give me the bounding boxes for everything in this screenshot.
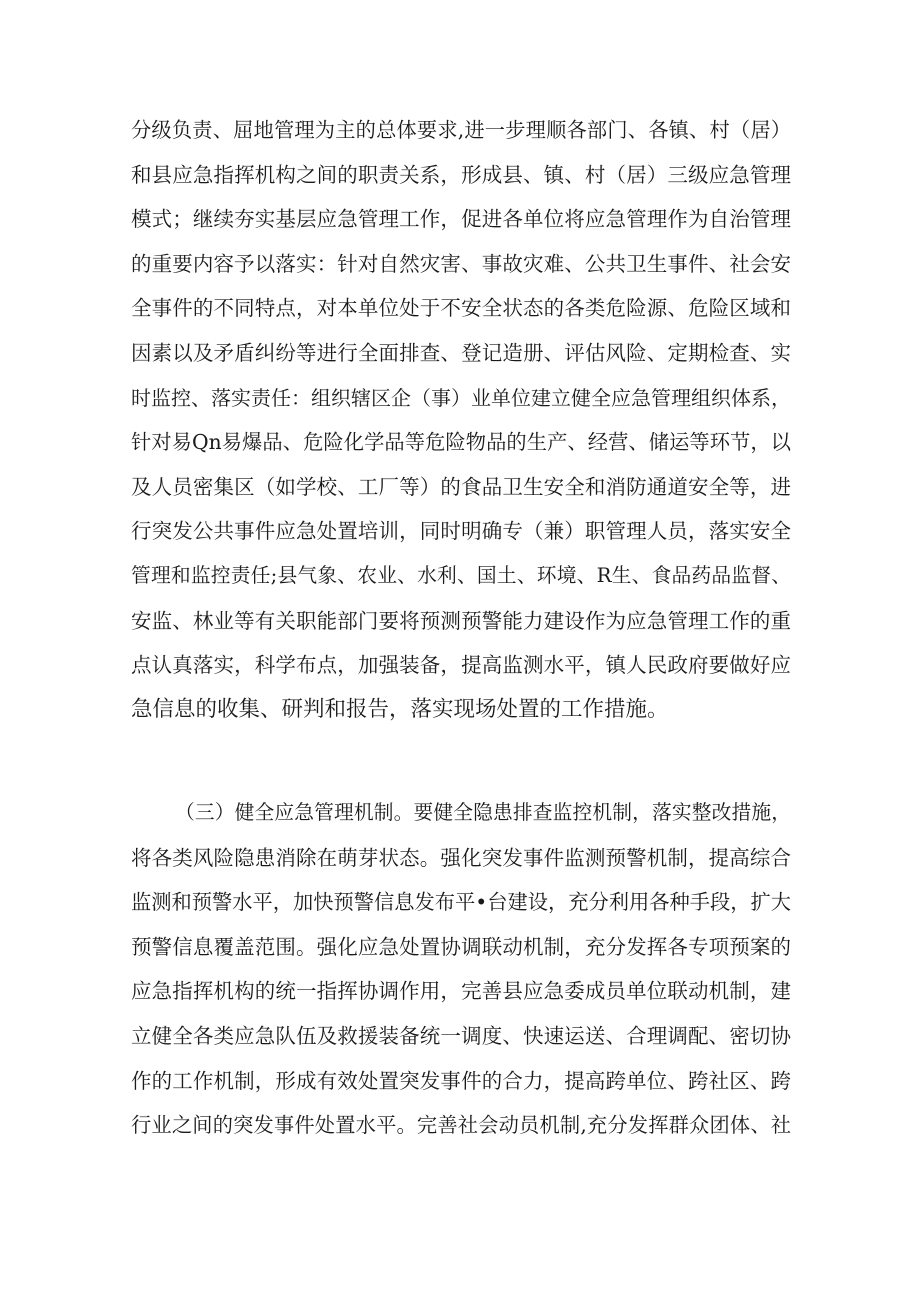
paragraph-1-line: 和县应急指挥机构之间的职责关系，形成县、镇、村（居）三级应急管理 [131, 162, 791, 187]
paragraph-1-line: 时监控、落实责任：组织辖区企（事）业单位建立健全应急管理组织体系， [131, 385, 791, 410]
paragraph-1-line: 全事件的不同特点，对本单位处于不安全状态的各类危险源、危险区域和 [131, 296, 791, 321]
paragraph-1-line: 针对易Qn易爆品、危险化学品等危险物品的生产、经营、储运等环节，以 [131, 430, 791, 455]
paragraph-2 [131, 791, 791, 1148]
paragraph-1-line: 分级负责、屈地管理为主的总体要求,进一步理顺各部门、各镇、村（居） [131, 118, 791, 142]
paragraph-1-line: 安监、林业等有关职能部门要将预测预警能力建设作为应急管理工作的重 [131, 608, 791, 633]
paragraph-2-line: 行业之间的突发事件处置水平。完善社会动员机制,充分发挥群众团体、社 [131, 1113, 791, 1138]
paragraph-2-line: 应急指挥机构的统一指挥协调作用，完善县应急委成员单位联动机制，建 [131, 979, 791, 1004]
paragraph-1-line: 行突发公共事件应急处置培训，同时明确专（兼）职管理人员，落实安全 [131, 519, 791, 544]
paragraph-1-line: 急信息的收集、研判和报告，落实现场处置的工作措施。 [131, 696, 669, 722]
paragraph-2-line: 作的工作机制，形成有效处置突发事件的合力，提高跨单位、跨社区、跨 [131, 1068, 791, 1093]
paragraph-2-line: 将各类风险隐患消除在萌芽状态。强化突发事件监测预警机制，提高综合 [131, 845, 791, 870]
paragraph-1-line: 管理和监控责任;县气象、农业、水利、国土、环境、R生、食品药品监督、 [131, 563, 791, 587]
paragraph-2-line: 监测和预警水平，加快预警信息发布平•台建设，充分利用各种手段，扩大 [131, 890, 791, 915]
paragraph-1 [131, 108, 791, 732]
paragraph-1-line: 及人员密集区（如学校、工厂等）的食品卫生安全和消防通道安全等，进 [131, 474, 791, 499]
paragraph-2-line: （三）健全应急管理机制。要健全隐患排查监控机制，落实整改措施， [175, 801, 791, 824]
paragraph-1-line: 点认真落实，科学布点，加强装备，提高监测水平，镇人民政府要做好应 [131, 653, 791, 678]
paragraph-2-line: 立健全各类应急队伍及救援装备统一调度、快速运送、合理调配、密切协 [131, 1023, 791, 1048]
paragraph-2-line: 预警信息覆盖范围。强化应急处置协调联动机制，充分发挥各专项预案的 [131, 934, 791, 959]
paragraph-1-line: 因素以及矛盾纠纷等进行全面排查、登记造册、评估风险、定期检查、实 [131, 340, 791, 365]
paragraph-1-line: 模式；继续夯实基层应急管理工作，促进各单位将应急管理作为自治管理 [131, 207, 791, 232]
paragraph-1-line: 的重要内容予以落实：针对自然灾害、事故灾难、公共卫生事件、社会安 [131, 251, 791, 276]
